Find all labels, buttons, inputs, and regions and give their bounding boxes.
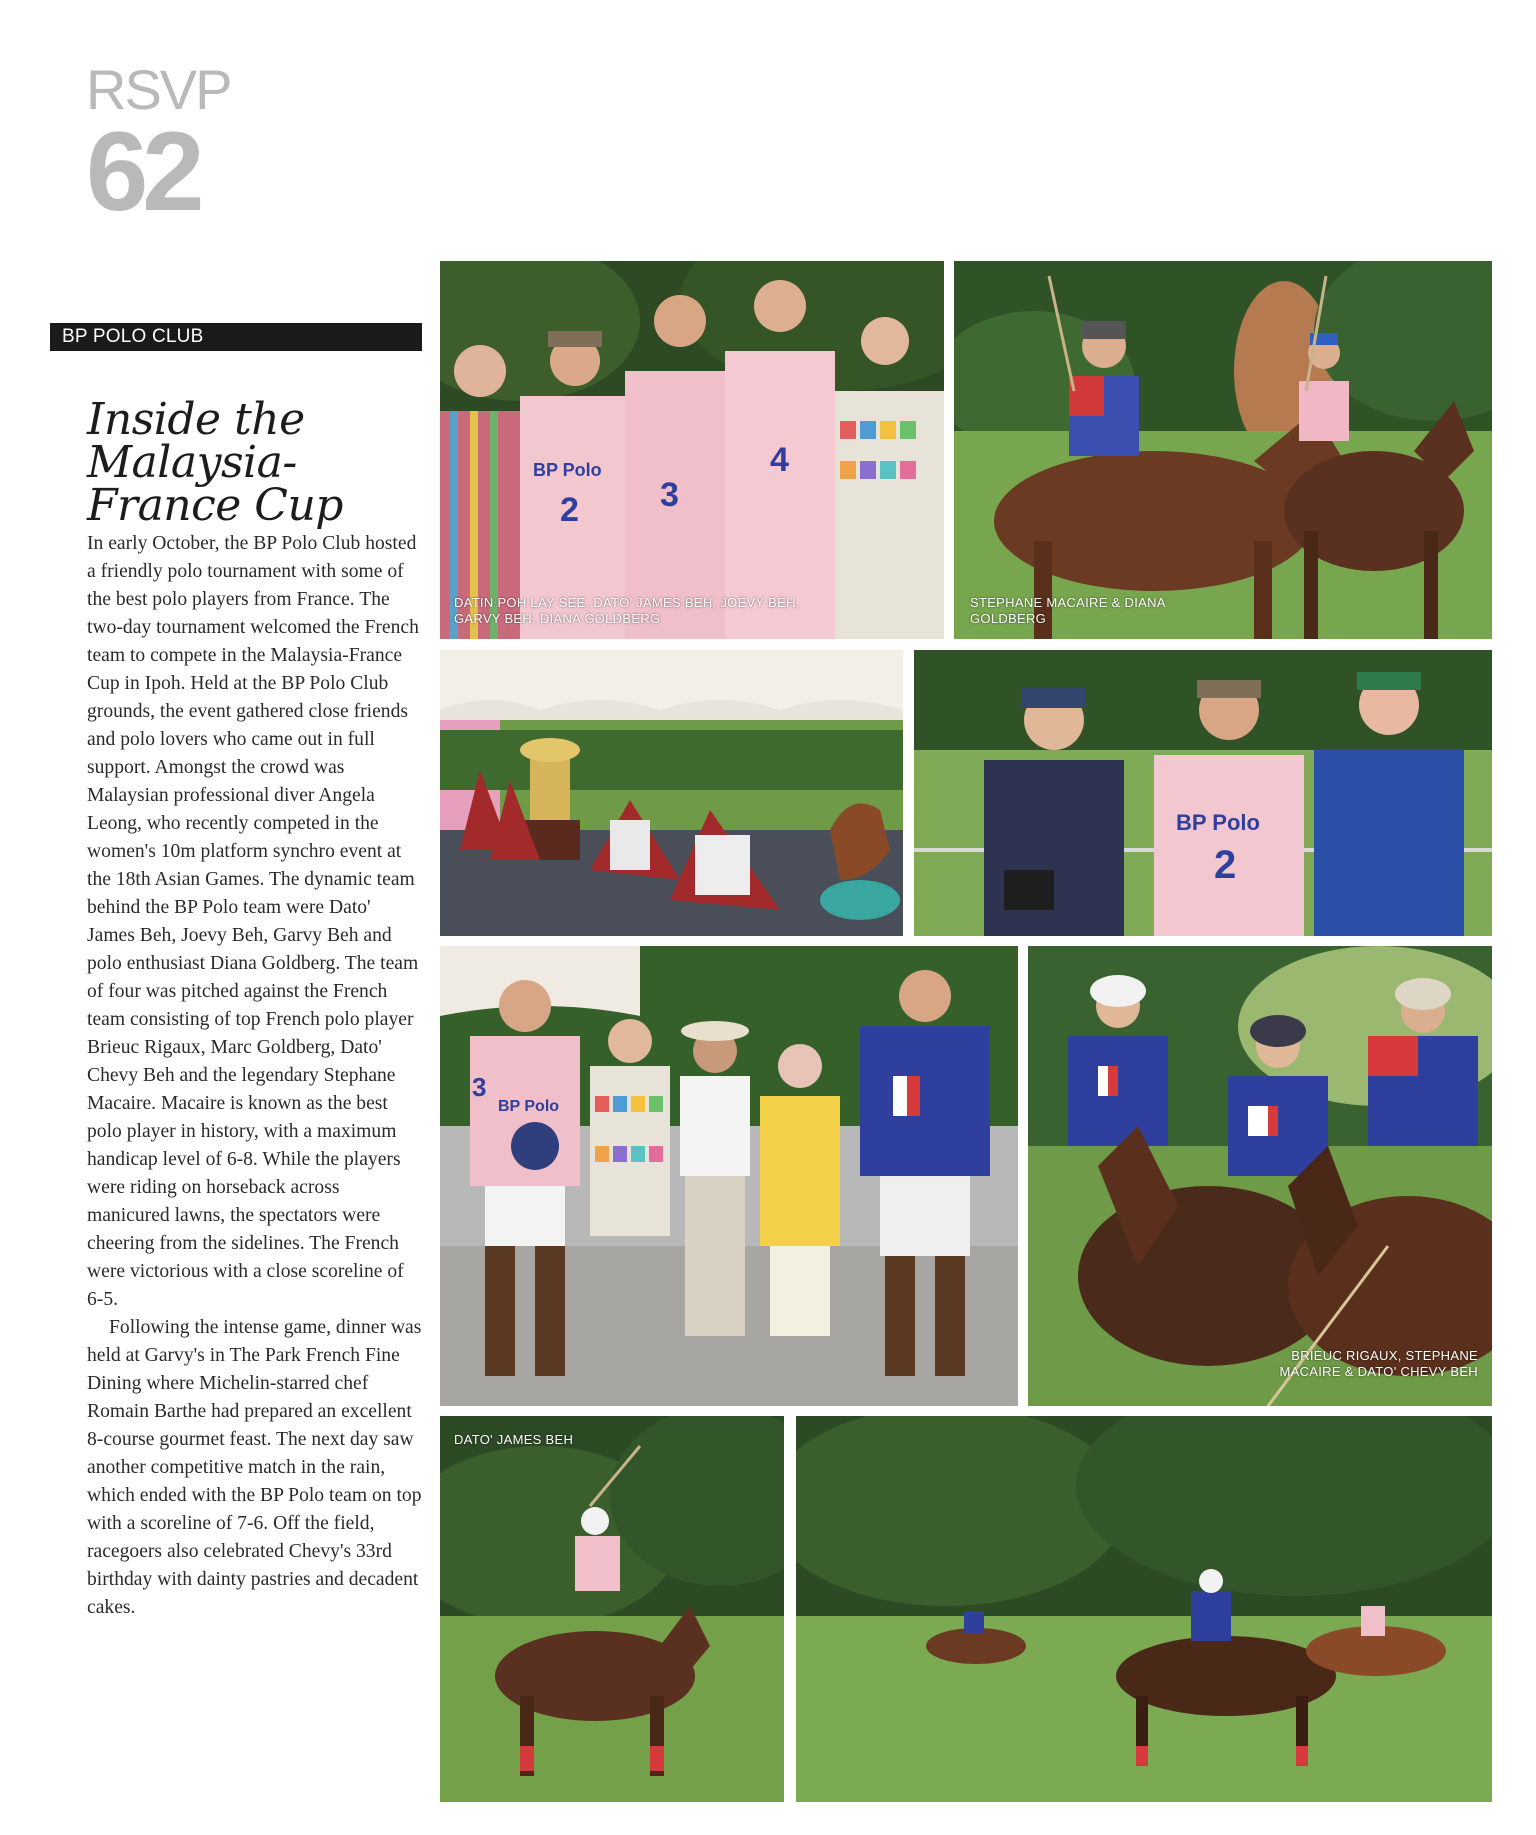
spectators-jersey-number: 3 xyxy=(472,1072,487,1102)
article-body xyxy=(87,530,423,1622)
photo-trophies xyxy=(440,650,903,936)
riders-with-horses-illustration xyxy=(954,261,1492,639)
trophies-illustration xyxy=(440,650,903,936)
match-illustration xyxy=(796,1416,1492,1802)
group-portrait-illustration xyxy=(440,261,944,639)
riders-with-horses-caption: STEPHANE MACAIRE & DIANA GOLDBERG xyxy=(970,595,1166,626)
group-portrait-caption: DATIN POH LAY SEE, DATO' JAMES BEH, JOEVY BEH, GARVY BEH, DIANA GOLDBERG xyxy=(454,595,800,626)
group-jersey-number-2: 3 xyxy=(660,476,679,514)
photo-match xyxy=(796,1416,1492,1802)
article-headline: Inside the Malaysia-France Cup xyxy=(87,394,343,531)
spectators-illustration xyxy=(440,946,1018,1406)
group-jersey-team-1: BP Polo xyxy=(533,460,602,480)
photo-french-riders xyxy=(1028,946,1492,1406)
french-riders-illustration xyxy=(1028,946,1492,1406)
mallet-swing-illustration xyxy=(440,1416,784,1802)
spectators-jersey-team: BP Polo xyxy=(498,1098,560,1115)
photo-riders-with-horses xyxy=(954,261,1492,639)
photo-three-men xyxy=(914,650,1492,936)
page-number: 62 xyxy=(86,109,199,234)
photo-spectators xyxy=(440,946,1018,1406)
mallet-swing-caption: DATO' JAMES BEH xyxy=(454,1432,574,1447)
trio-jersey-number: 2 xyxy=(1214,843,1237,887)
body-paragraph-2: Following the intense game, dinner was held at Garvy's in The Park French Fine Dining where Michelin-starred chef Romain Barthe had prepared an excellent 8-course gourmet feast. The next day saw another competitive match in the rain, which ended with the BP Polo team on top with a scoreline of 7-6. Off the field, racegoers also celebrated Chevy's 33rd birthday with dainty pastries and decadent cakes. xyxy=(87,1317,422,1618)
body-paragraph-1: In early October, the BP Polo Club hosted a friendly polo tournament with some of the best polo players from France. The two-day tournament welcomed the French team to compete in the Malaysia-France Cup in Ipoh. Held at the BP Polo Club grounds, the event gathered close friends and polo lovers who came out in full support. Amongst the crowd was Malaysian professional diver Angela Leong, who recently competed in the women's 10m platform synchro event at the 18th Asian Games. The dynamic team behind the BP Polo team were Dato' James Beh, Joevy Beh, Garvy Beh and polo enthusiast Diana Goldberg. The team of four was pitched against the French team consisting of top French polo player Brieuc Rigaux, Marc Goldberg, Dato' Chevy Beh and the legendary Stephane Macaire. Macaire is known as the best polo player in history, with a maximum handicap level of 6-8. While the players were riding on horseback across manicured lawns, the spectators were cheering from the sidelines. The French were victorious with a close scoreline of 6-5. xyxy=(87,533,419,1310)
group-jersey-number-3: 4 xyxy=(770,441,789,479)
group-jersey-number-1: 2 xyxy=(560,491,579,529)
photo-mallet-swing xyxy=(440,1416,784,1802)
folio xyxy=(86,58,231,234)
trio-jersey-team: BP Polo xyxy=(1176,810,1260,835)
folio-section: RSVP xyxy=(86,58,231,121)
section-kicker: BP POLO CLUB xyxy=(50,323,422,351)
three-men-illustration xyxy=(914,650,1492,936)
french-riders-caption: BRIEUC RIGAUX, STEPHANE MACAIRE & DATO' CHEVY BEH xyxy=(1279,1348,1478,1379)
photo-group-portrait xyxy=(440,261,944,639)
